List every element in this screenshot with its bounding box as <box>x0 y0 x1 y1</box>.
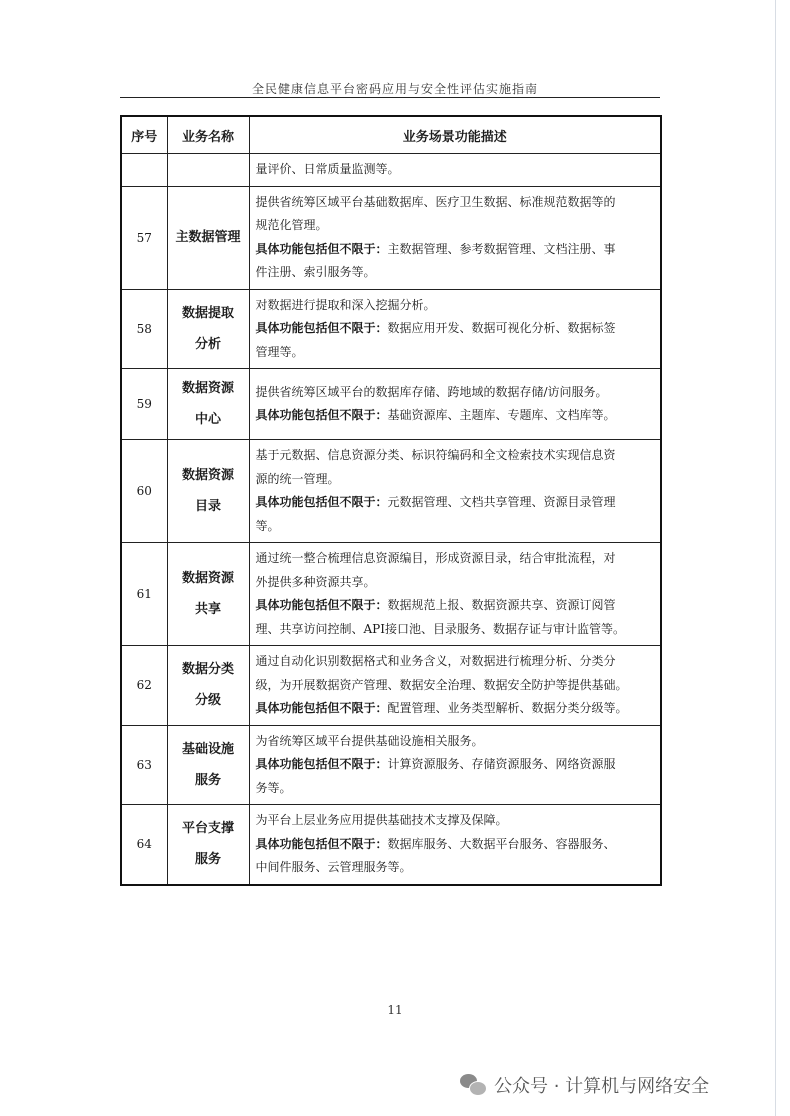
description-cell <box>249 440 661 543</box>
page-edge-line <box>775 0 776 1116</box>
row-number: 59 <box>121 369 167 440</box>
function-line <box>256 491 655 515</box>
business-name-cell <box>167 725 249 805</box>
description-line: 通过统一整合梳理信息资源编目，形成资源目录，结合审批流程，对 <box>255 551 616 565</box>
function-line <box>256 515 655 539</box>
business-name-line: 中心 <box>194 412 221 427</box>
business-name-line: 平台支撑 <box>181 821 234 837</box>
watermark-text: 公众号 · 计算机与网络安全 <box>494 1076 710 1097</box>
row-number: 58 <box>121 289 167 369</box>
business-name-cell <box>167 289 249 369</box>
function-text: 等。 <box>255 518 280 533</box>
function-label: 具体功能包括但不限于： <box>255 598 388 612</box>
table-row <box>121 186 661 289</box>
description-line: 级，为开展数据资产管理、数据安全治理、数据安全防护等提供基础。 <box>255 677 628 692</box>
description-line: 基于元数据、信息资源分类、标识符编码和全文检索技术实现信息资 <box>255 448 616 462</box>
function-text: 管理等。 <box>255 344 304 359</box>
function-line <box>256 238 655 262</box>
function-text: 数据库服务、大数据平台服务、容器服务、 <box>387 836 616 851</box>
description-cell <box>249 646 661 726</box>
function-line <box>256 594 655 618</box>
function-line <box>256 833 655 857</box>
column-header-name: 业务名称 <box>167 116 249 154</box>
business-name-cell <box>167 646 249 726</box>
continuation-number-cell <box>121 154 167 187</box>
function-label: 具体功能包括但不限于： <box>255 757 388 771</box>
description-line: 为省统筹区域平台提供基础设施相关服务。 <box>255 733 484 748</box>
table-row <box>121 440 661 543</box>
function-text: 件注册、索引服务等。 <box>255 265 376 279</box>
column-header-number: 序号 <box>121 116 167 154</box>
business-name-line: 数据提取 <box>181 305 234 321</box>
function-line <box>256 777 655 801</box>
description-line: 通过自动化识别数据格式和业务含义，对数据进行梳理分析、分类分 <box>255 654 616 668</box>
header-rule <box>120 97 660 98</box>
function-line <box>256 404 655 428</box>
table-row <box>121 369 661 440</box>
description-cell <box>249 725 661 805</box>
business-name-line: 数据资源 <box>181 468 234 483</box>
continuation-name-cell <box>167 154 249 187</box>
business-name-cell <box>167 805 249 885</box>
function-label: 具体功能包括但不限于： <box>255 836 388 851</box>
table-header-row <box>121 116 661 154</box>
function-line <box>256 856 655 880</box>
running-header-title: 全民健康信息平台密码应用与安全性评估实施指南 <box>251 82 538 96</box>
function-text: 主数据管理、参考数据管理、文档注册、事 <box>387 241 616 256</box>
description-cell <box>249 805 661 885</box>
page-number: 11 <box>387 1003 403 1017</box>
function-label: 具体功能包括但不限于： <box>255 241 388 256</box>
function-text: 务等。 <box>255 780 292 795</box>
function-label: 具体功能包括但不限于： <box>255 321 388 335</box>
row-number: 62 <box>121 646 167 726</box>
function-text: 计算资源服务、存储资源服务、网络资源服 <box>387 757 616 771</box>
row-number: 61 <box>121 543 167 646</box>
business-name-cell <box>167 186 249 289</box>
business-name-line: 基础设施 <box>181 741 234 757</box>
description-line: 规范化管理。 <box>255 218 328 232</box>
business-name-cell <box>167 440 249 543</box>
continuation-row <box>121 154 661 187</box>
description-line: 提供省统筹区域平台基础数据库、医疗卫生数据、标准规范数据等的 <box>255 194 616 209</box>
row-number: 57 <box>121 186 167 289</box>
business-name-line: 服务 <box>194 852 221 868</box>
description-line: 为平台上层业务应用提供基础技术支撑及保障。 <box>255 813 508 827</box>
description-cell <box>249 289 661 369</box>
description-cell <box>249 543 661 646</box>
function-text: 配置管理、业务类型解析、数据分类分级等。 <box>387 701 628 715</box>
business-name-line: 目录 <box>194 499 221 514</box>
table-row <box>121 289 661 369</box>
business-name-cell <box>167 369 249 440</box>
business-name-line: 分级 <box>194 693 221 709</box>
description-line: 提供省统筹区域平台的数据库存储、跨地域的数据存储/访问服务。 <box>255 384 608 399</box>
business-name-cell <box>167 543 249 646</box>
function-text: 数据应用开发、数据可视化分析、数据标签 <box>387 321 616 335</box>
business-scenario-table <box>120 115 662 886</box>
business-name-line: 共享 <box>194 602 221 617</box>
function-text: 理、共享访问控制、API接口池、目录服务、数据存证与审计监管等。 <box>255 621 625 636</box>
table-row <box>121 725 661 805</box>
business-name-line: 分析 <box>194 336 221 352</box>
function-line <box>256 261 655 285</box>
description-cell <box>249 369 661 440</box>
function-line <box>256 618 655 642</box>
business-name-line: 主数据管理 <box>175 230 241 245</box>
wechat-icon <box>460 1074 486 1096</box>
function-text: 基础资源库、主题库、专题库、文档库等。 <box>387 408 616 422</box>
continuation-text: 量评价、日常质量监测等。 <box>255 162 400 176</box>
table-row <box>121 543 661 646</box>
table-row <box>121 646 661 726</box>
function-line <box>256 753 655 777</box>
business-name-line: 数据资源 <box>181 571 234 586</box>
function-text: 元数据管理、文档共享管理、资源目录管理 <box>387 495 616 509</box>
function-line <box>256 341 655 365</box>
business-name-line: 服务 <box>194 772 221 788</box>
continuation-description-cell <box>249 154 661 187</box>
table-row <box>121 805 661 885</box>
function-line <box>256 317 655 341</box>
function-label: 具体功能包括但不限于： <box>255 701 388 715</box>
description-cell <box>249 186 661 289</box>
row-number: 64 <box>121 805 167 885</box>
business-name-line: 数据分类 <box>181 662 234 678</box>
description-line: 对数据进行提取和深入挖掘分析。 <box>255 297 436 312</box>
column-header-description: 业务场景功能描述 <box>249 116 661 154</box>
business-name-line: 数据资源 <box>181 381 234 396</box>
function-line <box>256 697 655 721</box>
function-label: 具体功能包括但不限于： <box>255 408 388 422</box>
row-number: 60 <box>121 440 167 543</box>
row-number: 63 <box>121 725 167 805</box>
function-text: 中间件服务、云管理服务等。 <box>255 860 412 874</box>
function-label: 具体功能包括但不限于： <box>255 495 388 509</box>
description-line: 源的统一管理。 <box>255 471 340 486</box>
watermark <box>460 1072 709 1098</box>
function-text: 数据规范上报、数据资源共享、资源订阅管 <box>387 598 616 612</box>
description-line: 外提供多种资源共享。 <box>255 574 376 589</box>
